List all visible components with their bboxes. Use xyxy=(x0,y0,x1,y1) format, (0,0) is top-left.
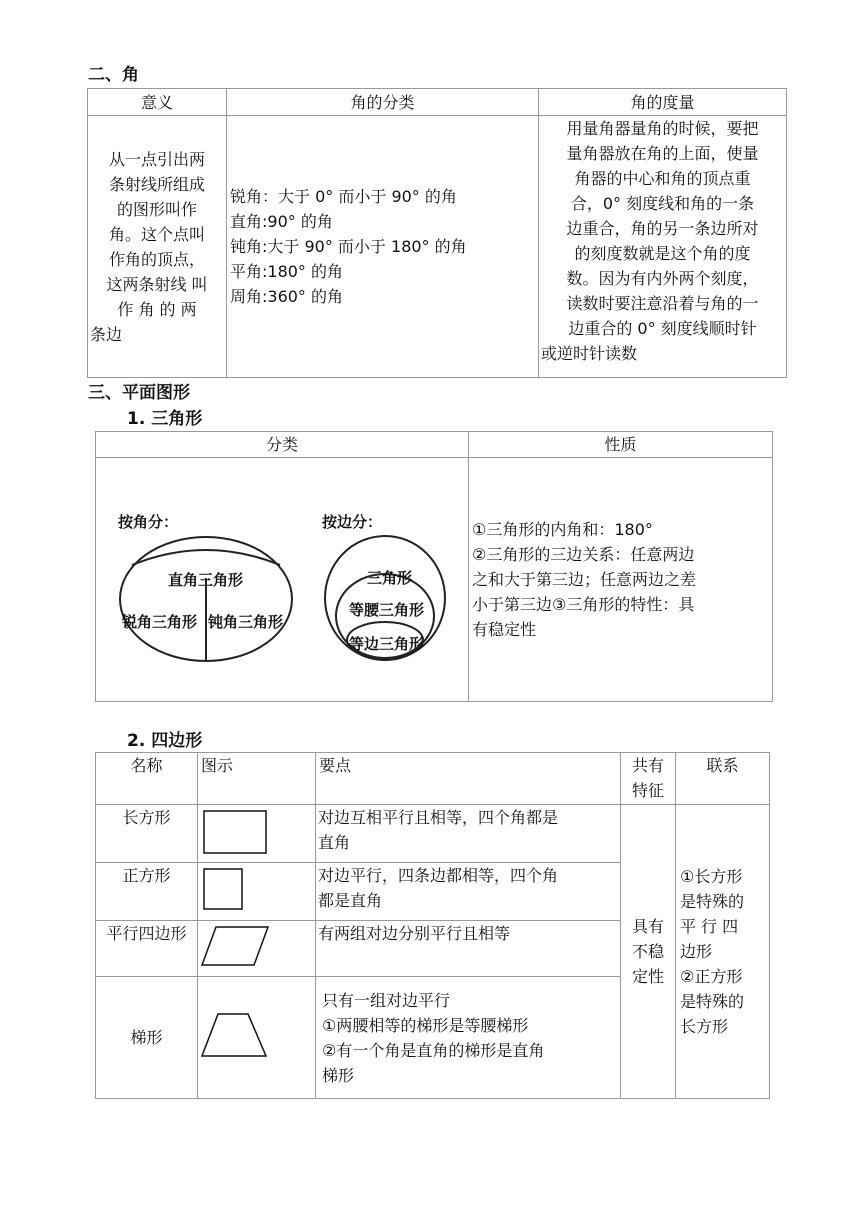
meaning-line: 角。这个点叫 xyxy=(108,224,205,244)
relation-line: 边形 xyxy=(680,942,713,961)
header-classification: 角的分类 xyxy=(227,89,539,116)
acute-triangle-label: 锐角三角形 xyxy=(122,613,198,631)
points-line: 对边平行，四条边都相等，四个角 xyxy=(318,866,559,885)
header-meaning: 意义 xyxy=(88,89,227,116)
measure-line: 角器的中心和角的顶点重 xyxy=(574,169,751,188)
square-icon xyxy=(198,863,316,913)
relation-cell xyxy=(676,805,770,1099)
measure-line: 用量角器量角的时候，要把 xyxy=(566,119,759,138)
isosceles-triangle-label: 等腰三角形 xyxy=(349,601,425,619)
parallelogram-icon xyxy=(198,921,316,969)
by-angle-label: 按角分： xyxy=(118,513,179,531)
relation-line: 是特殊的 xyxy=(680,892,745,911)
class-line: 锐角：大于 0° 而小于 90° 的角 xyxy=(230,187,457,206)
common-line: 具有 xyxy=(631,917,664,936)
meaning-cell xyxy=(88,116,227,378)
trapezoid-icon xyxy=(198,1004,316,1064)
property-line: 之和大于第三边；任意两边之差 xyxy=(472,570,697,589)
meaning-line: 条边 xyxy=(90,324,123,344)
by-side-label: 按边分： xyxy=(322,513,383,531)
measure-line: 边重合的 0° 刻度线顺时针 xyxy=(568,319,757,338)
trapezoid-figure-cell xyxy=(198,977,316,1099)
parallelogram-figure-cell xyxy=(198,921,316,977)
header-common-line: 共有 xyxy=(631,756,664,775)
header-measure: 角的度量 xyxy=(539,89,787,116)
common-feature-cell xyxy=(621,805,676,1099)
header-common xyxy=(621,753,676,805)
square-figure-cell xyxy=(198,863,316,921)
class-line: 周角:360° 的角 xyxy=(230,287,344,306)
triangle-table xyxy=(95,431,773,702)
property-line: ①三角形的内角和：180° xyxy=(472,520,653,539)
points-line: 只有一组对边平行 xyxy=(322,990,451,1010)
right-triangle-label: 直角三角形 xyxy=(168,571,244,589)
header-common-line: 特征 xyxy=(631,781,664,800)
header-name: 名称 xyxy=(96,753,198,805)
equilateral-triangle-label: 等边三角形 xyxy=(349,635,425,653)
rectangle-figure-cell xyxy=(198,805,316,863)
relation-line: ①长方形 xyxy=(680,867,743,886)
by-angle-diagram xyxy=(116,533,296,665)
meaning-line: 从一点引出两 xyxy=(108,149,205,169)
relation-line: 平 行 四 xyxy=(680,917,739,936)
square-name: 正方形 xyxy=(96,863,198,921)
common-line: 定性 xyxy=(631,967,664,986)
points-line: 对边互相平行且相等，四个角都是 xyxy=(318,808,559,827)
quad-title: 2. 四边形 xyxy=(127,731,203,751)
parallelogram-points xyxy=(316,921,621,977)
quadrilateral-table xyxy=(95,752,770,1099)
meaning-line: 作 角 的 两 xyxy=(117,299,197,319)
relation-line: 长方形 xyxy=(680,1017,729,1036)
meaning-line: 条射线所组成 xyxy=(108,174,205,194)
common-line: 不稳 xyxy=(631,942,664,961)
class-line: 平角:180° 的角 xyxy=(230,262,344,281)
triangle-diagram-cell xyxy=(96,458,469,702)
property-line: ②三角形的三边关系：任意两边 xyxy=(472,545,695,564)
measure-line: 边重合，角的另一条边所对 xyxy=(566,219,759,238)
points-line: 直角 xyxy=(318,833,351,852)
rectangle-icon xyxy=(198,805,316,855)
class-line: 钝角:大于 90° 而小于 180° 的角 xyxy=(230,237,467,256)
relation-line: ②正方形 xyxy=(680,967,743,986)
trapezoid-points xyxy=(316,977,621,1099)
section-angle-title: 二、角 xyxy=(88,65,139,85)
header-figure: 图示 xyxy=(198,753,316,805)
rectangle-name: 长方形 xyxy=(96,805,198,863)
square-points xyxy=(316,863,621,921)
measure-cell xyxy=(539,116,787,378)
obtuse-triangle-label: 钝角三角形 xyxy=(208,613,284,631)
parallelogram-name: 平行四边形 xyxy=(96,921,198,977)
header-relation: 联系 xyxy=(676,753,770,805)
class-line: 直角:90° 的角 xyxy=(230,212,333,231)
classification-cell xyxy=(227,116,539,378)
triangle-set-label: 三角形 xyxy=(367,569,413,587)
points-line: 梯形 xyxy=(322,1065,355,1085)
section-plane-title: 三、平面图形 xyxy=(88,383,190,403)
measure-line: 读数时要注意沿着与角的一 xyxy=(566,294,759,313)
trapezoid-name: 梯形 xyxy=(96,977,198,1099)
header-classification: 分类 xyxy=(96,432,469,458)
points-line: 有两组对边分别平行且相等 xyxy=(318,924,511,943)
angle-table xyxy=(87,88,787,378)
property-line: 有稳定性 xyxy=(472,620,537,639)
points-line: ②有一个角是直角的梯形是直角 xyxy=(322,1040,545,1060)
triangle-title: 1. 三角形 xyxy=(127,409,203,429)
meaning-line: 的图形叫作 xyxy=(116,199,197,219)
measure-line: 合，0° 刻度线和角的一条 xyxy=(570,194,755,213)
header-property: 性质 xyxy=(469,432,773,458)
measure-line: 或逆时针读数 xyxy=(541,344,638,363)
measure-line: 数。因为有内外两个刻度， xyxy=(566,269,759,288)
relation-line: 是特殊的 xyxy=(680,992,745,1011)
triangle-property-cell xyxy=(469,458,773,702)
meaning-line: 作角的顶点， xyxy=(108,249,205,269)
rectangle-points xyxy=(316,805,621,863)
meaning-line: 这两条射线 叫 xyxy=(106,274,208,294)
measure-line: 量角器放在角的上面，使量 xyxy=(566,144,759,163)
points-line: ①两腰相等的梯形是等腰梯形 xyxy=(322,1015,529,1035)
property-line: 小于第三边③三角形的特性：具 xyxy=(472,595,695,614)
header-points: 要点 xyxy=(316,753,621,805)
measure-line: 的刻度数就是这个角的度 xyxy=(574,244,751,263)
points-line: 都是直角 xyxy=(318,891,383,910)
